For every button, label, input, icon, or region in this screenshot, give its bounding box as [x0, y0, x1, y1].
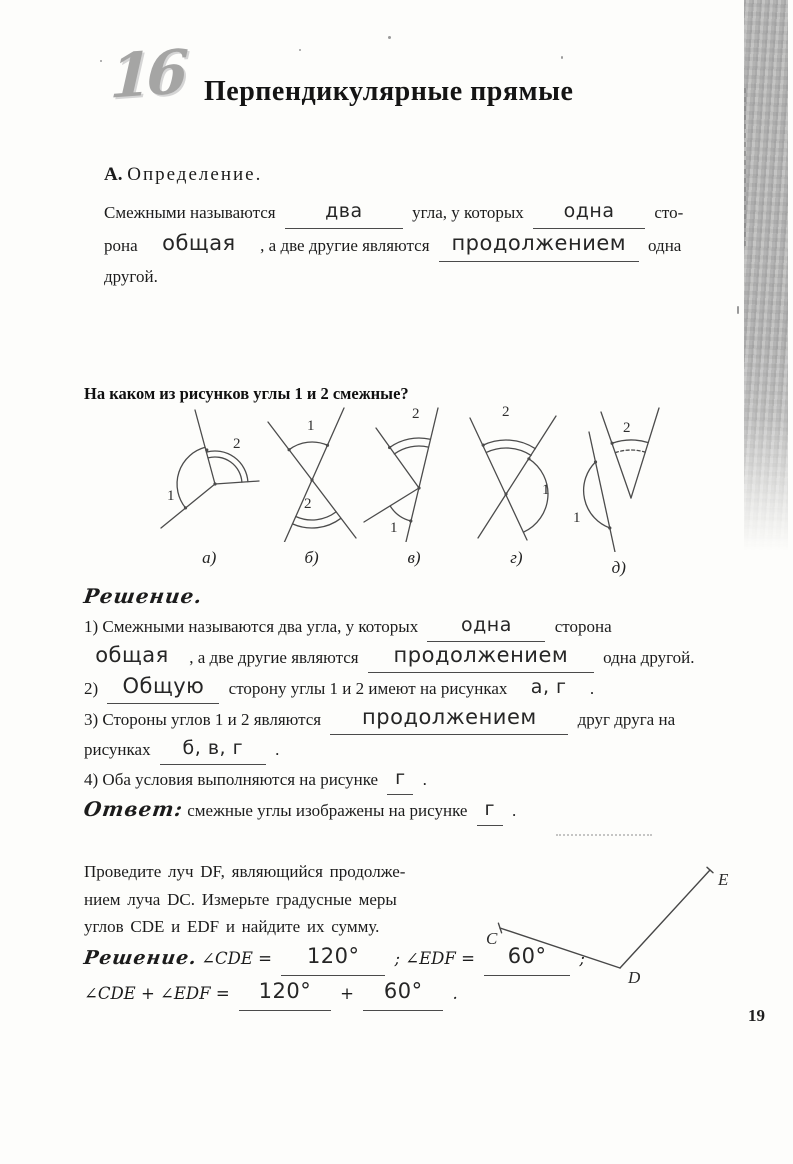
- printed-text: , а две другие являются: [260, 236, 430, 255]
- printed-text: рона: [104, 236, 138, 255]
- handwritten-answer: продолжением: [393, 643, 569, 667]
- task2-equation-1: [82, 941, 585, 976]
- handwritten-answer: Общую: [122, 674, 205, 698]
- handwritten-answer: одна: [563, 200, 615, 222]
- handwritten-answer: 120°: [306, 943, 360, 968]
- printed-text: 4) Оба условия выполняются на рисунке: [84, 770, 379, 789]
- printed-text: .: [589, 679, 595, 698]
- cde-angle-diagram: [478, 850, 788, 1005]
- figure-a-label: а): [202, 548, 217, 567]
- handwritten-answer: а, г: [530, 676, 567, 698]
- printed-text: .: [511, 801, 517, 820]
- solution-line-2: [84, 642, 724, 673]
- angle-1-label: 1: [389, 520, 398, 536]
- printed-text: рисунках: [84, 740, 151, 759]
- figure-a-diagram: [157, 402, 261, 542]
- angle-2-label: 2: [502, 404, 510, 420]
- section-title: Определение.: [127, 164, 263, 185]
- definition-paragraph: [104, 197, 720, 292]
- fill-in-blank: [517, 674, 581, 703]
- fill-in-blank: [533, 197, 645, 229]
- figure-v: [363, 402, 465, 578]
- formula-text: ∠CDE =: [201, 948, 272, 968]
- printed-text: Смежными называются: [104, 203, 276, 222]
- fill-in-blank: [477, 796, 503, 826]
- solution-heading: Решение.: [82, 584, 205, 608]
- angle-2-label: 2: [411, 406, 420, 422]
- answer-heading: Ответ:: [82, 797, 185, 821]
- task2-line-2: нием луча DC. Измерьте градусные меры: [84, 889, 397, 909]
- fill-in-blank: [239, 976, 331, 1011]
- solution-section: [84, 584, 724, 826]
- angle-1-label: 1: [542, 482, 550, 498]
- figure-g-label: г): [510, 548, 523, 567]
- figure-v-label: в): [407, 548, 421, 567]
- point-c-label: C: [486, 929, 498, 948]
- printed-text: друг друга на: [577, 710, 676, 729]
- scan-speck: [388, 36, 391, 39]
- handwritten-answer: 60°: [383, 978, 423, 1003]
- figure-d-diagram: [567, 402, 671, 552]
- fill-in-blank: [427, 612, 545, 642]
- formula-text: ;: [579, 948, 585, 968]
- solution-line-3: [84, 673, 724, 704]
- printed-text: .: [275, 740, 280, 759]
- point-e-label: E: [718, 870, 729, 889]
- handwritten-answer: продолжением: [451, 231, 627, 255]
- printed-text: сторона: [554, 617, 612, 636]
- figure-g-diagram: [464, 402, 568, 542]
- handwritten-answer: б, в, г: [182, 737, 244, 759]
- lesson-number: 16: [108, 37, 185, 113]
- handwritten-answer: продолжением: [362, 705, 537, 729]
- faint-dotted-line: [556, 834, 652, 836]
- printed-text: одна: [648, 236, 682, 255]
- printed-text: .: [422, 770, 427, 789]
- formula-text: ; ∠EDF =: [394, 948, 475, 968]
- solution-line-5: [84, 735, 724, 765]
- scan-speck: [299, 49, 301, 51]
- scan-speck: [737, 306, 739, 314]
- printed-text: сто-: [654, 203, 684, 222]
- definition-line: [104, 229, 720, 262]
- fill-in-blank: [439, 229, 639, 262]
- fill-in-blank: [84, 642, 180, 672]
- printed-text: , а две другие являются: [189, 648, 359, 667]
- task2-equation-2: [84, 976, 484, 1011]
- angle-1-label: 1: [572, 510, 581, 526]
- printed-text: смежные углы изображены на рисунке: [187, 801, 468, 820]
- handwritten-answer: одна: [461, 614, 512, 636]
- handwritten-answer: г: [484, 798, 495, 820]
- scan-edge-artifact: [744, 0, 788, 556]
- exercise-question: На каком из рисунков углы 1 и 2 смежные?: [84, 384, 409, 403]
- fill-in-blank: [330, 704, 568, 735]
- angle-2-label: 2: [233, 436, 241, 452]
- fill-in-blank: [281, 941, 385, 976]
- figure-d: [568, 402, 670, 578]
- solution-line-1: [84, 612, 724, 642]
- definition-line: [104, 197, 720, 229]
- scan-speck: [100, 60, 102, 62]
- formula-text: ∠CDE + ∠EDF =: [84, 983, 230, 1003]
- task2-section: [82, 858, 585, 1011]
- page-number: 19: [748, 1006, 765, 1025]
- fill-in-blank: [363, 976, 443, 1011]
- formula-text: .: [452, 983, 458, 1003]
- printed-text: 2): [84, 679, 99, 698]
- printed-text: одна другой.: [603, 648, 695, 667]
- angle-2-label: 2: [622, 420, 631, 436]
- figure-a: [158, 402, 260, 578]
- task2-line-1: Проведите луч DF, являющийся продолже-: [84, 862, 406, 881]
- handwritten-answer: г: [395, 767, 406, 789]
- handwritten-answer: 60°: [507, 943, 547, 968]
- scan-speck: [561, 56, 563, 59]
- solution-answer-line: [84, 795, 724, 826]
- page-title: Перпендикулярные прямые: [204, 76, 574, 107]
- task2-line-3: углов CDE и EDF и найдите их сумму.: [84, 917, 380, 936]
- figure-v-diagram: [362, 402, 466, 542]
- figure-b-diagram: [260, 402, 364, 542]
- fill-in-blank: [368, 642, 594, 673]
- angle-2-label: 2: [303, 496, 312, 512]
- fill-in-blank: [147, 229, 251, 261]
- handwritten-answer: общая: [162, 231, 236, 255]
- angle-1-label: 1: [306, 418, 315, 434]
- definition-heading: [104, 164, 262, 186]
- figure-g: [465, 402, 567, 578]
- handwritten-answer: 120°: [258, 978, 312, 1003]
- definition-line: [104, 262, 720, 292]
- figure-d-label: д): [611, 558, 626, 577]
- figures-row: [158, 402, 670, 578]
- solution-line-4: [84, 704, 724, 735]
- fill-in-blank: [387, 765, 413, 795]
- task2-solution-heading: Решение.: [82, 946, 199, 969]
- handwritten-answer: общая: [95, 643, 169, 667]
- printed-text: угла, у которых: [412, 203, 524, 222]
- printed-text: 3) Стороны углов 1 и 2 являются: [84, 710, 322, 729]
- fill-in-blank: [107, 673, 219, 704]
- printed-text: другой.: [104, 267, 158, 286]
- solution-line-6: [84, 765, 724, 795]
- printed-text: 1) Смежными называются два угла, у которых: [84, 617, 419, 636]
- angle-1-label: 1: [167, 488, 175, 504]
- fill-in-blank: [160, 735, 266, 765]
- figure-b-label: б): [304, 548, 319, 567]
- handwritten-answer: два: [325, 200, 363, 222]
- printed-text: сторону углы 1 и 2 имеют на рисунках: [228, 679, 508, 698]
- figure-b: [260, 402, 362, 578]
- point-d-label: D: [628, 968, 641, 987]
- formula-text: +: [340, 983, 354, 1003]
- section-label: А.: [104, 164, 123, 185]
- fill-in-blank: [285, 197, 403, 229]
